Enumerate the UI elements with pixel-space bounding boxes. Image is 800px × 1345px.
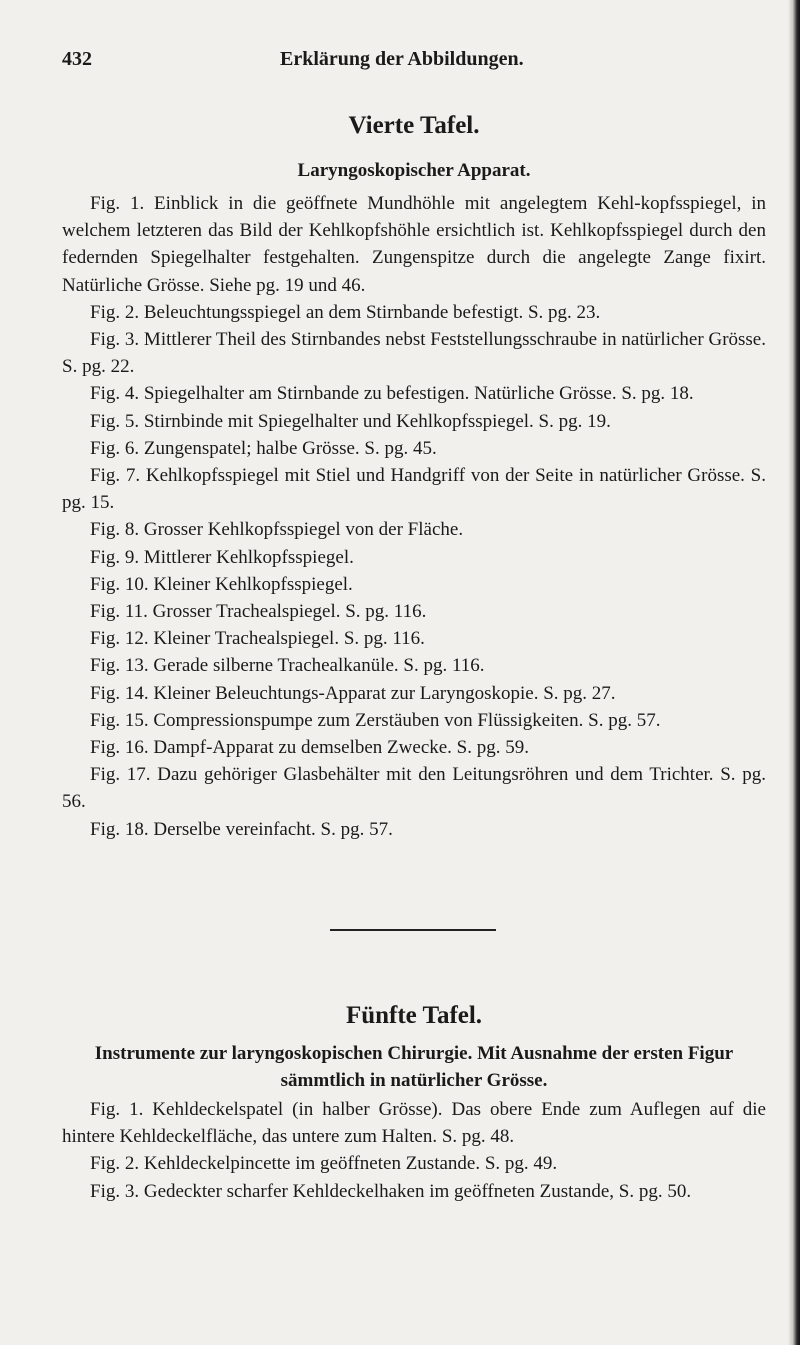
figure-entry: Fig. 18. Derselbe vereinfacht. S. pg. 57.: [90, 818, 393, 840]
figure-entry: Fig. 3. Gedeckter scharfer Kehldeckelhaken im geöffneten Zustande, S. pg. 50.: [90, 1180, 692, 1202]
figure-entry: Fig. 15. Compressionspumpe zum Zerstäuben von Flüssigkeiten. S. pg. 57.: [90, 709, 661, 731]
section-title-fuenfte-tafel: Fünfte Tafel.: [345, 1002, 483, 1029]
section-subtitle-instrumente: Instrumente zur laryngoskopischen Chirurgie. Mit Ausnahme der ersten Figur sämmtlich in natürlicher Grösse.: [94, 1043, 734, 1091]
figure-entry: Fig. 1. Kehldeckelspatel (in halber Grösse). Das obere Ende zum Auflegen auf die hintere Kehldeckelfläche, das untere zum Halten. S. pg. 48.: [62, 1099, 766, 1148]
figure-entry: Fig. 17. Dazu gehöriger Glasbehälter mit den Leitungsröhren und dem Trichter. S. pg. 56.: [62, 764, 766, 813]
figure-entry: Fig. 2. Kehldeckelpincette im geöffneten Zustande. S. pg. 49.: [90, 1153, 558, 1175]
figure-entry: Fig. 13. Gerade silberne Trachealkanüle. S. pg. 116.: [90, 655, 485, 677]
figure-entry: Fig. 5. Stirnbinde mit Spiegelhalter und Kehlkopfsspiegel. S. pg. 19.: [90, 410, 611, 432]
figure-entry: Fig. 14. Kleiner Beleuchtungs-Apparat zur Laryngoskopie. S. pg. 27.: [90, 682, 616, 704]
figure-entry: Fig. 11. Grosser Trachealspiegel. S. pg. 116.: [90, 601, 427, 623]
section-subtitle-laryngoskopischer-apparat: Laryngoskopischer Apparat.: [297, 160, 531, 181]
page-number: 432: [62, 48, 92, 70]
figure-entry: Fig. 9. Mittlerer Kehlkopfsspiegel.: [90, 546, 354, 568]
figure-entry: Fig. 10. Kleiner Kehlkopfsspiegel.: [90, 573, 353, 595]
page-edge-shadow: [788, 0, 800, 1345]
figure-list-vierte-tafel: [62, 190, 766, 843]
section-title-vierte-tafel: Vierte Tafel.: [348, 112, 480, 139]
figure-entry: Fig. 4. Spiegelhalter am Stirnbande zu befestigen. Natürliche Grösse. S. pg. 18.: [90, 383, 694, 405]
figure-entry: Fig. 1. Einblick in die geöffnete Mundhöhle mit angelegtem Kehl-kopfsspiegel, in welchem letzteren das Bild der Kehlkopfshöhle ersichtlich ist. Kehlkopfsspiegel durch den federnden Spiegelhalter festgehalten. Zungenspitze durch die angelegte Zange fixirt. Natürliche Grösse. Siehe pg. 19 und 46.: [62, 193, 766, 296]
figure-entry: Fig. 6. Zungenspatel; halbe Grösse. S. pg. 45.: [90, 437, 437, 459]
running-title: Erklärung der Abbildungen.: [280, 48, 524, 70]
figure-entry: Fig. 2. Beleuchtungsspiegel an dem Stirnbande befestigt. S. pg. 23.: [90, 301, 601, 323]
figure-entry: Fig. 8. Grosser Kehlkopfsspiegel von der Fläche.: [90, 519, 464, 541]
figure-entry: Fig. 16. Dampf-Apparat zu demselben Zwecke. S. pg. 59.: [90, 737, 530, 759]
page-header: [62, 48, 766, 78]
figure-entry: Fig. 12. Kleiner Trachealspiegel. S. pg. 116.: [90, 628, 425, 650]
figure-list-fuenfte-tafel: [62, 1096, 766, 1205]
figure-entry: Fig. 3. Mittlerer Theil des Stirnbandes nebst Feststellungsschraube in natürlicher Grösse. S. pg. 22.: [62, 329, 766, 378]
section-divider: [330, 929, 496, 931]
figure-entry: Fig. 7. Kehlkopfsspiegel mit Stiel und Handgriff von der Seite in natürlicher Grösse. S. pg. 15.: [62, 465, 766, 514]
